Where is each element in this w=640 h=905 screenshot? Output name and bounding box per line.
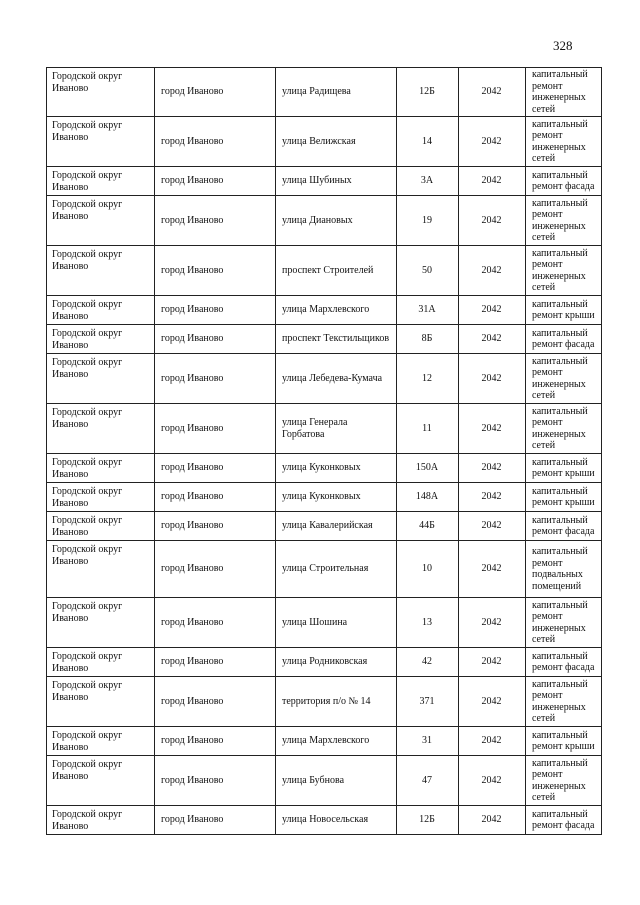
year-cell: 2042 xyxy=(459,246,526,296)
table-row xyxy=(47,756,602,806)
house-number-cell: 13 xyxy=(397,598,459,648)
house-number-cell: 150А xyxy=(397,454,459,483)
city-cell: город Иваново xyxy=(155,454,276,483)
city-cell: город Иваново xyxy=(155,541,276,598)
street-cell: улица Кавалерийская xyxy=(276,512,397,541)
year-cell: 2042 xyxy=(459,677,526,727)
housing-repair-table xyxy=(46,67,602,835)
house-number-cell: 8Б xyxy=(397,325,459,354)
house-number-cell: 11 xyxy=(397,404,459,454)
district-cell: Городской округ Иваново xyxy=(47,483,155,512)
district-cell: Городской округ Иваново xyxy=(47,727,155,756)
house-number-cell: 12Б xyxy=(397,68,459,117)
year-cell: 2042 xyxy=(459,512,526,541)
year-cell: 2042 xyxy=(459,68,526,117)
table-row xyxy=(47,677,602,727)
year-cell: 2042 xyxy=(459,325,526,354)
house-number-cell: 31 xyxy=(397,727,459,756)
work-type-cell: капитальный ремонт крыши xyxy=(526,454,602,483)
work-type-cell: капитальный ремонт инженерных сетей xyxy=(526,117,602,167)
year-cell: 2042 xyxy=(459,806,526,835)
table-row xyxy=(47,68,602,117)
street-cell: территория п/о № 14 xyxy=(276,677,397,727)
district-cell: Городской округ Иваново xyxy=(47,117,155,167)
work-type-cell: капитальный ремонт подвальных помещений xyxy=(526,541,602,598)
work-type-cell: капитальный ремонт инженерных сетей xyxy=(526,246,602,296)
street-cell: улица Шубиных xyxy=(276,167,397,196)
city-cell: город Иваново xyxy=(155,806,276,835)
table-row xyxy=(47,598,602,648)
house-number-cell: 12Б xyxy=(397,806,459,835)
street-cell: улица Радищева xyxy=(276,68,397,117)
house-number-cell: 14 xyxy=(397,117,459,167)
year-cell: 2042 xyxy=(459,167,526,196)
district-cell: Городской округ Иваново xyxy=(47,648,155,677)
house-number-cell: 50 xyxy=(397,246,459,296)
year-cell: 2042 xyxy=(459,756,526,806)
house-number-cell: 10 xyxy=(397,541,459,598)
work-type-cell: капитальный ремонт фасада xyxy=(526,325,602,354)
year-cell: 2042 xyxy=(459,296,526,325)
city-cell: город Иваново xyxy=(155,404,276,454)
year-cell: 2042 xyxy=(459,454,526,483)
street-cell: улица Родниковская xyxy=(276,648,397,677)
district-cell: Городской округ Иваново xyxy=(47,512,155,541)
district-cell: Городской округ Иваново xyxy=(47,325,155,354)
district-cell: Городской округ Иваново xyxy=(47,68,155,117)
district-cell: Городской округ Иваново xyxy=(47,167,155,196)
year-cell: 2042 xyxy=(459,541,526,598)
table-row xyxy=(47,541,602,598)
table-row xyxy=(47,354,602,404)
house-number-cell: 3А xyxy=(397,167,459,196)
work-type-cell: капитальный ремонт инженерных сетей xyxy=(526,404,602,454)
house-number-cell: 19 xyxy=(397,196,459,246)
year-cell: 2042 xyxy=(459,404,526,454)
city-cell: город Иваново xyxy=(155,325,276,354)
house-number-cell: 31А xyxy=(397,296,459,325)
district-cell: Городской округ Иваново xyxy=(47,598,155,648)
work-type-cell: капитальный ремонт инженерных сетей xyxy=(526,68,602,117)
work-type-cell: капитальный ремонт крыши xyxy=(526,296,602,325)
house-number-cell: 148А xyxy=(397,483,459,512)
house-number-cell: 42 xyxy=(397,648,459,677)
work-type-cell: капитальный ремонт фасада xyxy=(526,512,602,541)
table-row xyxy=(47,246,602,296)
city-cell: город Иваново xyxy=(155,727,276,756)
city-cell: город Иваново xyxy=(155,756,276,806)
table-body xyxy=(47,68,602,835)
year-cell: 2042 xyxy=(459,483,526,512)
year-cell: 2042 xyxy=(459,727,526,756)
city-cell: город Иваново xyxy=(155,246,276,296)
house-number-cell: 371 xyxy=(397,677,459,727)
street-cell: улица Диановых xyxy=(276,196,397,246)
district-cell: Городской округ Иваново xyxy=(47,296,155,325)
work-type-cell: капитальный ремонт инженерных сетей xyxy=(526,677,602,727)
table-row xyxy=(47,648,602,677)
city-cell: город Иваново xyxy=(155,677,276,727)
page-number: 328 xyxy=(553,38,573,53)
street-cell: улица Бубнова xyxy=(276,756,397,806)
table-row xyxy=(47,512,602,541)
street-cell: улица Шошина xyxy=(276,598,397,648)
table-row xyxy=(47,167,602,196)
district-cell: Городской округ Иваново xyxy=(47,354,155,404)
street-cell: улица Генерала Горбатова xyxy=(276,404,397,454)
street-cell: улица Велижская xyxy=(276,117,397,167)
street-cell: улица Мархлевского xyxy=(276,296,397,325)
street-cell: улица Новосельская xyxy=(276,806,397,835)
work-type-cell: капитальный ремонт инженерных сетей xyxy=(526,598,602,648)
table-row xyxy=(47,196,602,246)
year-cell: 2042 xyxy=(459,648,526,677)
house-number-cell: 44Б xyxy=(397,512,459,541)
table-row xyxy=(47,483,602,512)
street-cell: улица Куконковых xyxy=(276,483,397,512)
city-cell: город Иваново xyxy=(155,68,276,117)
table-row xyxy=(47,325,602,354)
work-type-cell: капитальный ремонт фасада xyxy=(526,806,602,835)
table-row xyxy=(47,296,602,325)
table-row xyxy=(47,404,602,454)
city-cell: город Иваново xyxy=(155,512,276,541)
year-cell: 2042 xyxy=(459,354,526,404)
district-cell: Городской округ Иваново xyxy=(47,196,155,246)
district-cell: Городской округ Иваново xyxy=(47,454,155,483)
work-type-cell: капитальный ремонт крыши xyxy=(526,727,602,756)
district-cell: Городской округ Иваново xyxy=(47,246,155,296)
district-cell: Городской округ Иваново xyxy=(47,404,155,454)
street-cell: улица Строительная xyxy=(276,541,397,598)
table-row xyxy=(47,454,602,483)
street-cell: улица Мархлевского xyxy=(276,727,397,756)
year-cell: 2042 xyxy=(459,117,526,167)
table-row xyxy=(47,806,602,835)
street-cell: улица Куконковых xyxy=(276,454,397,483)
district-cell: Городской округ Иваново xyxy=(47,806,155,835)
district-cell: Городской округ Иваново xyxy=(47,677,155,727)
house-number-cell: 12 xyxy=(397,354,459,404)
city-cell: город Иваново xyxy=(155,483,276,512)
work-type-cell: капитальный ремонт крыши xyxy=(526,483,602,512)
work-type-cell: капитальный ремонт фасада xyxy=(526,167,602,196)
street-cell: проспект Текстильщиков xyxy=(276,325,397,354)
city-cell: город Иваново xyxy=(155,648,276,677)
year-cell: 2042 xyxy=(459,196,526,246)
city-cell: город Иваново xyxy=(155,598,276,648)
district-cell: Городской округ Иваново xyxy=(47,541,155,598)
street-cell: улица Лебедева-Кумача xyxy=(276,354,397,404)
city-cell: город Иваново xyxy=(155,196,276,246)
city-cell: город Иваново xyxy=(155,117,276,167)
year-cell: 2042 xyxy=(459,598,526,648)
city-cell: город Иваново xyxy=(155,296,276,325)
city-cell: город Иваново xyxy=(155,354,276,404)
table-row xyxy=(47,727,602,756)
work-type-cell: капитальный ремонт фасада xyxy=(526,648,602,677)
work-type-cell: капитальный ремонт инженерных сетей xyxy=(526,196,602,246)
district-cell: Городской округ Иваново xyxy=(47,756,155,806)
city-cell: город Иваново xyxy=(155,167,276,196)
table-row xyxy=(47,117,602,167)
house-number-cell: 47 xyxy=(397,756,459,806)
street-cell: проспект Строителей xyxy=(276,246,397,296)
work-type-cell: капитальный ремонт инженерных сетей xyxy=(526,354,602,404)
work-type-cell: капитальный ремонт инженерных сетей xyxy=(526,756,602,806)
